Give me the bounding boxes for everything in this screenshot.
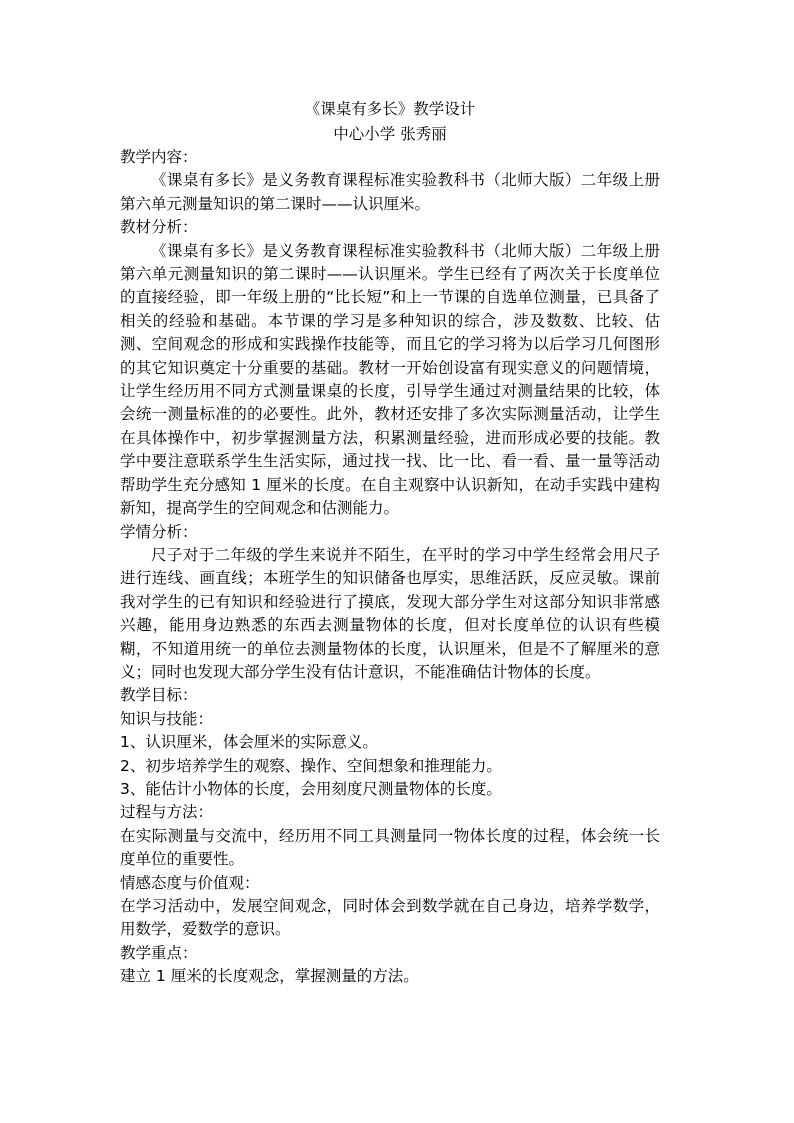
teaching-focus-line: 建立 1 厘米的长度观念，掌握测量的方法。 bbox=[120, 967, 419, 986]
paragraph-process-method: 在实际测量与交流中，经历用不同工具测量同一物体长度的过程，体会统一长度单位的重要性。 bbox=[120, 826, 660, 869]
heading-textbook-analysis: 教材分析： bbox=[120, 218, 198, 237]
goal-item-3: 3、能估计小物体的长度，会用刻度尺测量物体的长度。 bbox=[120, 779, 502, 798]
author-line: 中心小学 张秀丽 bbox=[333, 125, 447, 143]
heading-teaching-content: 教学内容： bbox=[120, 148, 198, 166]
paragraph-textbook-analysis: 《课桌有多长》是义务教育课程标准实验教科书（北师大版）二年级上册第六单元测量知识的第二课时——认识厘米。学生已经有了两次关于长度单位的直接经验，即一年级上册的“比长短”和上一节课的自选单位测量，已具备了相关的经验和基础。本节课的学习是多种知识的综合，涉及数数、比较、估测、空间观念的形成和实践操作技能等，而且它的学习将为以后学习几何图形的其它知识奠定十分重要的基础。教材一开始创设富有现实意义的问题情境，让学生经历用不同方式测量课桌的长度，引导学生通过对测量结果的比较，体会统一测量标准的的必要性。此外，教材还安排了多次实际测量活动，让学生在具体操作中，初步掌握测量方法，积累测量经验，进而形成必要的技能。教学中要注意联系学生生活实际，通过找一找、比一比、看一看、量一量等活动帮助学生充分感知 1 厘米的长度。在自主观察中认识新知，在动手实践中建构新知，提高学生的空间观念和估测能力。 bbox=[120, 241, 660, 518]
paragraph-teaching-content: 《课桌有多长》是义务教育课程标准实验教科书（北师大版）二年级上册第六单元测量知识的第二课时——认识厘米。 bbox=[120, 171, 660, 213]
goal-item-1: 1、认识厘米，体会厘米的实际意义。 bbox=[120, 733, 378, 752]
heading-attitude-values: 情感态度与价值观： bbox=[120, 873, 260, 892]
heading-student-analysis: 学情分析： bbox=[120, 522, 198, 541]
paragraph-attitude-values: 在学习活动中，发展空间观念，同时体会到数学就在自己身边，培养学数学，用数学，爱数学的意识。 bbox=[120, 897, 660, 939]
paragraph-student-analysis: 尺子对于二年级的学生来说并不陌生，在平时的学习中学生经常会用尺子进行连线、画直线；本班学生的知识储备也厚实，思维活跃，反应灵敏。课前我对学生的已有知识和经验进行了摸底，发现大部分学生对这部分知识非常感兴趣，能用身边熟悉的东西去测量物体的长度，但对长度单位的认识有些模糊，不知道用统一的单位去测量物体的长度，认识厘米，但是不了解厘米的意义；同时也发现大部分学生没有估计意识，不能准确估计物体的长度。 bbox=[120, 545, 660, 681]
heading-teaching-focus: 教学重点： bbox=[120, 943, 198, 962]
goal-item-2: 2、初步培养学生的观察、操作、空间想象和推理能力。 bbox=[120, 756, 502, 775]
heading-process-method: 过程与方法： bbox=[120, 803, 214, 822]
heading-teaching-goals: 教学目标： bbox=[120, 686, 198, 705]
heading-knowledge-skills: 知识与技能： bbox=[120, 709, 214, 728]
document-title: 《课桌有多长》教学设计 bbox=[304, 100, 476, 118]
